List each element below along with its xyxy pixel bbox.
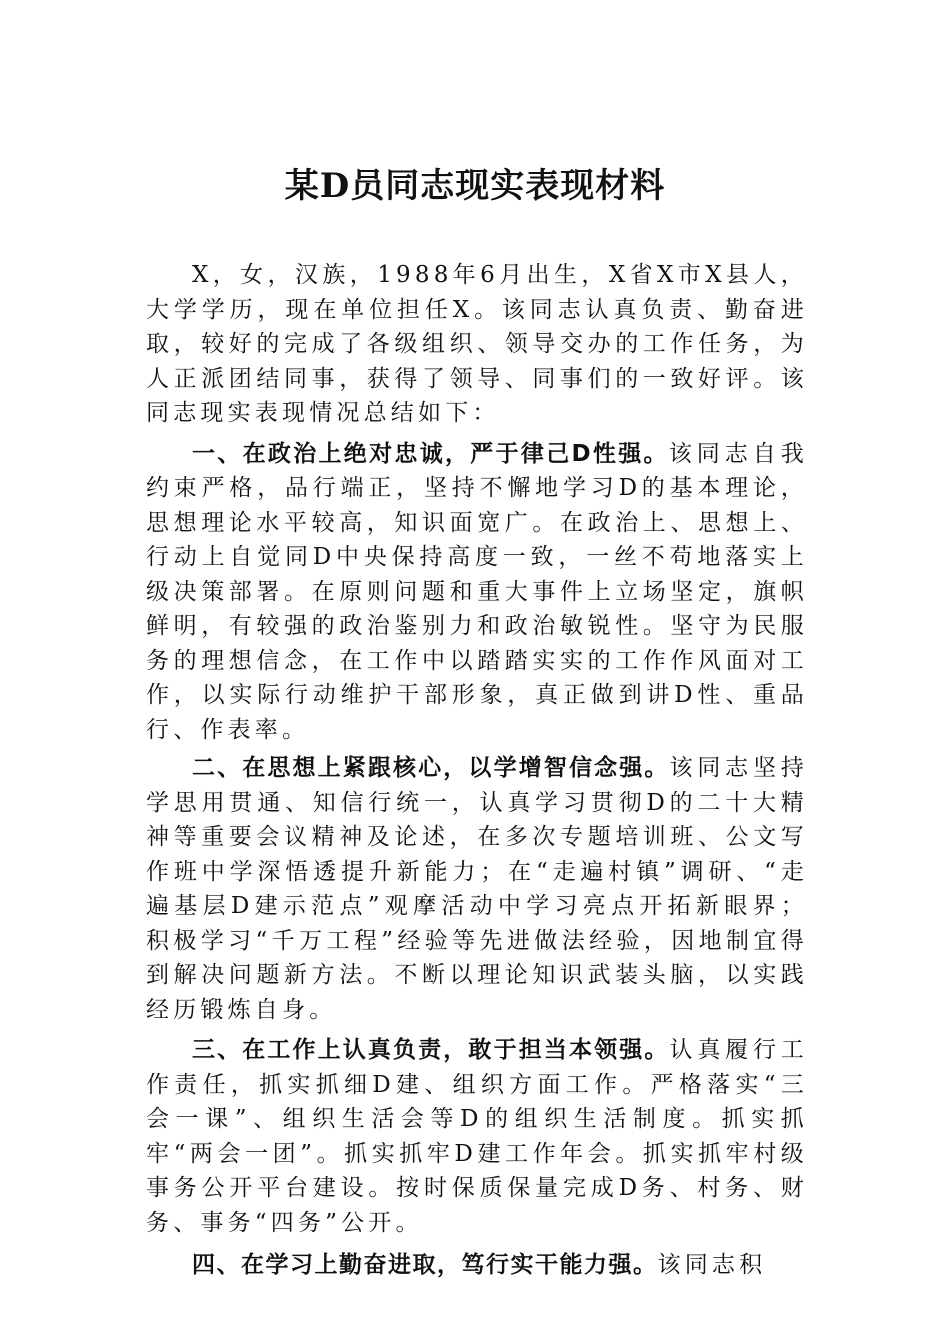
section-heading: 四、在学习上勤奋进取，笃行实干能力强。 [192, 1252, 658, 1278]
section-heading: 三、在工作上认真负责，敢于担当本领强。 [192, 1037, 670, 1063]
section-text: 该同志坚持学思用贯通、知信行统一，认真学习贯彻D的二十大精神等重要会议精神及论述，在多次专题培训班、公文写作班中学深悟透提升新能力；在“走遍村镇”调研、“走遍基层D建示范点”观摩活动中学习亮点开拓新眼界；积极学习“千万工程”经验等先进做法经验，因地制宜得到解决问题新方法。不断以理论知识武装头脑，以实践经历锻炼自身。 [146, 755, 809, 1023]
section-paragraph [146, 1248, 808, 1283]
section-text: 该同志自我约束严格，品行端正，坚持不懈地学习D的基本理论，思想理论水平较高，知识面宽广。在政治上、思想上、行动上自觉同D中央保持高度一致，一丝不苟地落实上级决策部署。在原则问题和重大事件上立场坚定，旗帜鲜明，有较强的政治鉴别力和政治敏锐性。坚守为民服务的理想信念，在工作中以踏踏实实的工作作风面对工作，以实际行动维护干部形象，真正做到讲D性、重品行、作表率。 [146, 440, 808, 743]
section-heading: 二、在思想上紧跟核心，以学增智信念强。 [192, 755, 670, 781]
section-text: 该同志积 [657, 1252, 767, 1278]
section-paragraph [146, 1033, 808, 1240]
intro-paragraph: X，女，汉族，1988年6月出生，X省X市X县人，大学学历，现在单位担任X。该同志认真负责、勤奋进取，较好的完成了各级组织、领导交办的工作任务，为人正派团结同事，获得了领导、同事们的一致好评。该同志现实表现情况总结如下： [146, 262, 808, 426]
document-title: 某D员同志现实表现材料 [284, 166, 666, 206]
document-body [146, 258, 808, 1283]
section-paragraph [146, 751, 808, 1027]
section-paragraph [146, 437, 808, 748]
section-text: 认真履行工作责任，抓实抓细D建、组织方面工作。严格落实“三会一课”、组织生活会等D的组织生活制度。抓实抓牢“两会一团”。抓实抓牢D建工作年会。抓实抓牢村级事务公开平台建设。按时保质保量完成D务、村务、财务、事务“四务”公开。 [146, 1037, 809, 1236]
section-heading: 一、在政治上绝对忠诚，严于律己D性强。 [192, 440, 669, 467]
